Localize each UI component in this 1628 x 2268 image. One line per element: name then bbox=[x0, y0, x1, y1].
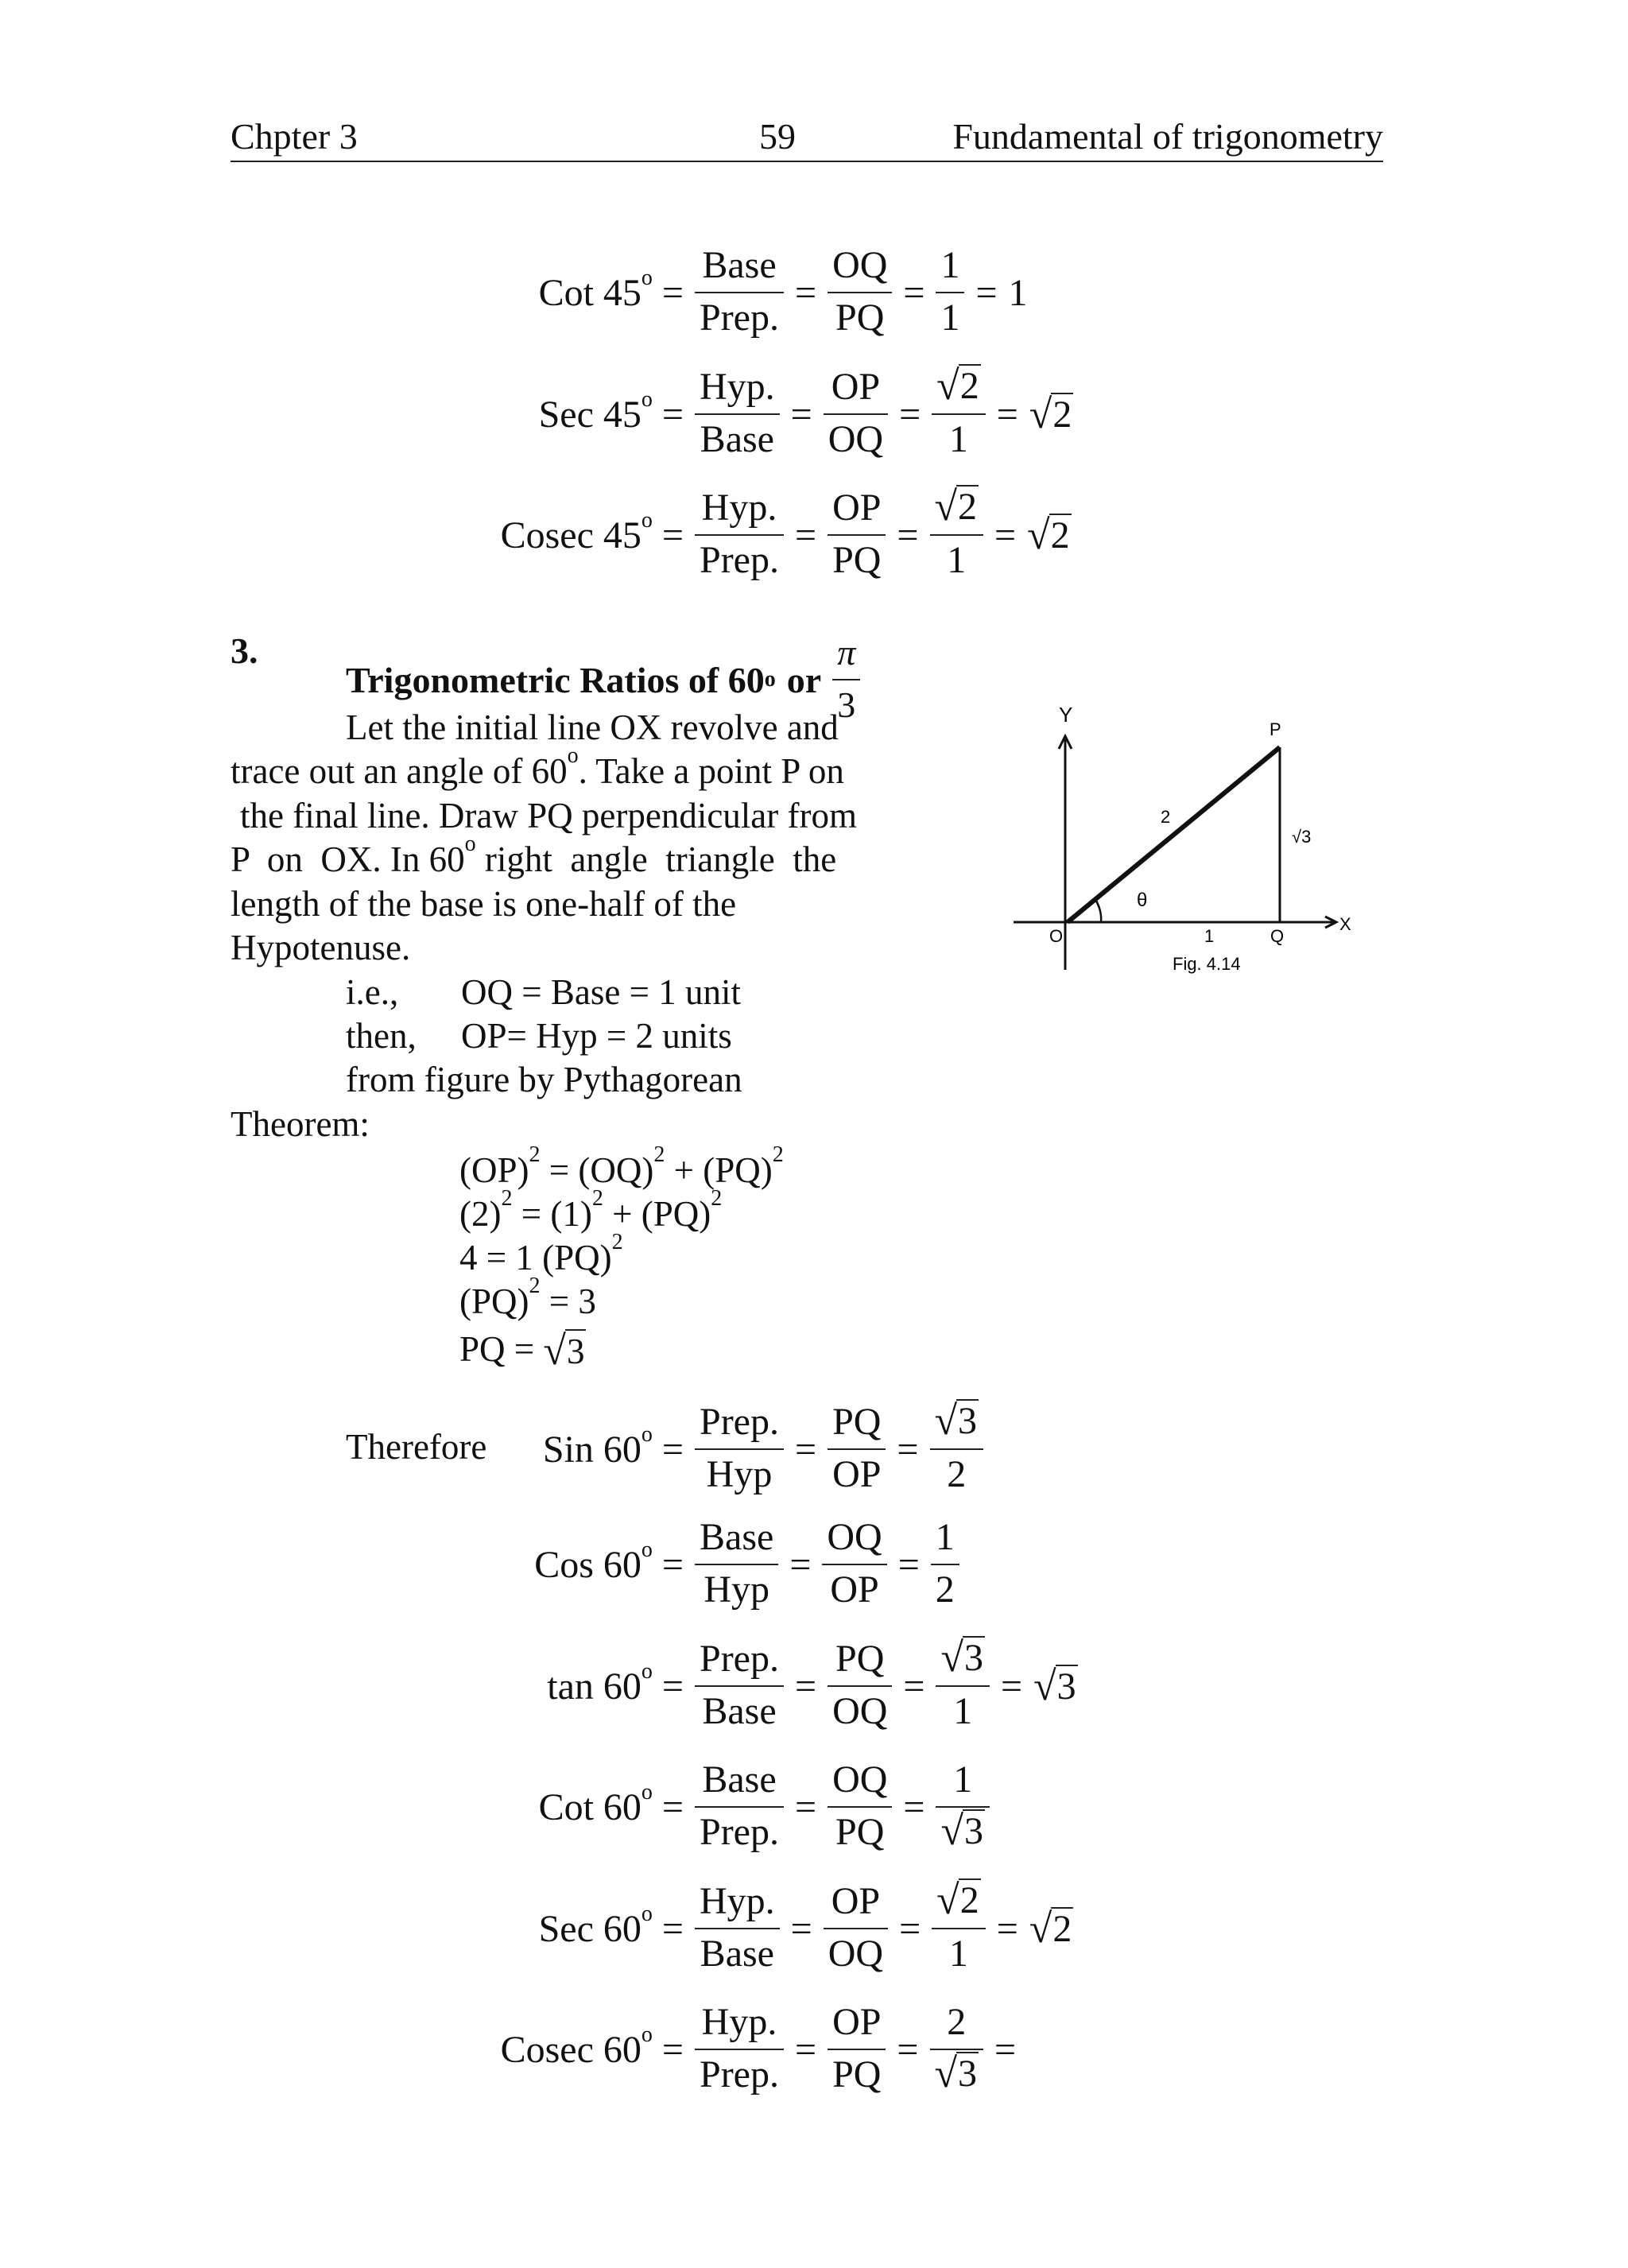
triangle-diagram bbox=[982, 700, 1379, 986]
pi-over-3: $\frac{\pi}{3}$ bbox=[832, 630, 860, 730]
fraction: $\frac{\text{Hyp.}}{\text{Prep.}}$ bbox=[695, 485, 784, 585]
eq-lhs: tan 60 bbox=[547, 1665, 642, 1708]
sqrt-symbol: √ 3 bbox=[1033, 1664, 1076, 1709]
fraction: $\frac{OP}{OQ}$ bbox=[824, 1878, 888, 1979]
ie-text: OQ = Base = 1 unit bbox=[461, 972, 741, 1012]
tan60-equation: $\tan 60^o$ = $\frac{\text{Prep.}}{\text{Base}}$ = $\frac{PQ}{OQ}$ = √ 3 1 = √ 3 bbox=[533, 1636, 1078, 1736]
fraction: $\frac{OQ}{PQ}$ bbox=[828, 242, 892, 343]
fraction: $\frac{1}{1}$ bbox=[936, 242, 964, 343]
sqrt-symbol: √ 2 bbox=[1029, 392, 1072, 437]
perpendicular-length: √3 bbox=[1292, 827, 1312, 847]
para-line: trace out an angle of 60$^o$. Take a point P on bbox=[231, 743, 844, 791]
fraction: √ 2 1 bbox=[930, 485, 984, 585]
fraction: √ 3 1 bbox=[936, 1636, 990, 1736]
para-line: Let the initial line OX revolve and bbox=[346, 708, 839, 747]
fraction: $\frac{\text{Hyp.}}{\text{Base}}$ bbox=[695, 1878, 780, 1979]
eq-lhs: Sec 45 bbox=[538, 393, 642, 436]
sin60-equation: Sin $60^o$ = $\frac{\text{Prep.}}{\text{Hyp}}$ = $\frac{PQ}{OP}$ = √ 3 2 bbox=[533, 1399, 983, 1499]
pythagoras-step-4: (PQ)$^2$ = 3 bbox=[459, 1274, 596, 1321]
fraction: $\frac{\text{Base}}{\text{Prep.}}$ bbox=[695, 242, 784, 343]
para-line: P on OX. In 60$^o$ right angle triangle the bbox=[231, 832, 837, 879]
cosec60-equation: Cosec $60^o$ = $\frac{\text{Hyp.}}{\text{Prep.}}$ = $\frac{OP}{PQ}$ = 2 √ 3 = bbox=[493, 1999, 1027, 2099]
sec45-equation: Sec $45^o$ = $\frac{\text{Hyp.}}{\text{Base}}$ = $\frac{OP}{OQ}$ = √ 2 1 = √ 2 bbox=[533, 364, 1073, 464]
eq-lhs: Cot 60 bbox=[538, 1785, 642, 1828]
eq-result: 1 bbox=[1008, 271, 1028, 314]
fraction: $\frac{OP}{OQ}$ bbox=[824, 364, 888, 464]
cosec45-equation: Cosec $45^o$ = $\frac{\text{Hyp.}}{\text{Prep.}}$ = $\frac{OP}{PQ}$ = √ 2 1 = √ 2 bbox=[493, 485, 1072, 585]
chapter-label: Chpter 3 bbox=[231, 116, 358, 157]
sec60-equation: Sec $60^o$ = $\frac{\text{Hyp.}}{\text{Base}}$ = $\frac{OP}{OQ}$ = √ 2 1 = √ 2 bbox=[533, 1878, 1073, 1979]
then-text: OP= Hyp = 2 units bbox=[461, 1016, 732, 1056]
eq-lhs: Sec 60 bbox=[538, 1907, 642, 1950]
point-p-label: P bbox=[1269, 719, 1281, 739]
section-title: Trigonometric Ratios of 60 o or $\frac{\pi}{3}$ bbox=[346, 630, 860, 730]
fraction: $\frac{OQ}{PQ}$ bbox=[828, 1757, 892, 1857]
theorem-label: Theorem: bbox=[231, 1104, 370, 1144]
fraction: $\frac{\text{Hyp.}}{\text{Prep.}}$ bbox=[695, 1999, 784, 2099]
triangle-figure bbox=[982, 700, 1379, 986]
fraction: $\frac{PQ}{OP}$ bbox=[828, 1399, 886, 1499]
therefore-label: Therefore bbox=[346, 1427, 487, 1467]
sqrt-symbol: √ 3 bbox=[940, 1635, 984, 1681]
fraction: $\frac{OQ}{OP}$ bbox=[822, 1514, 886, 1615]
page-header bbox=[231, 111, 1383, 162]
fraction: $\frac{OP}{PQ}$ bbox=[828, 485, 886, 585]
fraction: $\frac{\text{Prep.}}{\text{Hyp}}$ bbox=[695, 1399, 784, 1499]
fraction: 1 √ 3 bbox=[936, 1757, 990, 1857]
para-line: length of the base is one-half of the bbox=[231, 884, 737, 924]
para-line: the final line. Draw PQ perpendicular from bbox=[240, 796, 857, 835]
fraction: $\frac{\text{Base}}{\text{Prep.}}$ bbox=[695, 1757, 784, 1857]
cos60-equation: Cos $60^o$ = $\frac{\text{Base}}{\text{Hyp}}$ = $\frac{OQ}{OP}$ = $\frac{1}{2}$ bbox=[533, 1514, 959, 1615]
sqrt-symbol: √ 2 bbox=[934, 484, 978, 529]
sqrt-symbol: √ 3 bbox=[543, 1328, 585, 1374]
point-q-label: Q bbox=[1270, 926, 1285, 946]
fraction: $\frac{PQ}{OQ}$ bbox=[828, 1636, 892, 1736]
fraction: $\frac{1}{2}$ bbox=[931, 1514, 959, 1615]
cot60-equation: Cot $60^o$ = $\frac{\text{Base}}{\text{Prep.}}$ = $\frac{OQ}{PQ}$ = 1 √ 3 bbox=[533, 1757, 990, 1857]
para-line: Hypotenuse. bbox=[231, 928, 411, 967]
fraction: √ 2 1 bbox=[932, 364, 986, 464]
eq-lhs: Cosec 60 bbox=[500, 2028, 642, 2071]
figure-caption: Fig. 4.14 bbox=[1173, 954, 1241, 974]
fraction: $\frac{\text{Hyp.}}{\text{Base}}$ bbox=[695, 364, 780, 464]
hypotenuse-line bbox=[1068, 747, 1280, 922]
fraction: √ 3 2 bbox=[930, 1399, 984, 1499]
fraction: $\frac{\text{Base}}{\text{Hyp}}$ bbox=[695, 1514, 778, 1615]
running-title: Fundamental of trigonometry bbox=[952, 116, 1383, 157]
sqrt-symbol: √ 3 bbox=[940, 1809, 984, 1854]
pythagoras-step-2: $(2)^2 = (1)^2 + (PQ)^2$ bbox=[459, 1186, 723, 1234]
ie-label: i.e., bbox=[346, 972, 399, 1012]
section-number: 3. bbox=[231, 630, 258, 671]
sqrt-symbol: √ 3 bbox=[934, 2051, 978, 2096]
eq-lhs: Sin 60 bbox=[542, 1428, 642, 1471]
then-label: then, bbox=[346, 1016, 417, 1056]
pythagoras-step-1: (OP)$^2$ = (OQ)$^2$ + (PQ)$^2$ bbox=[459, 1142, 784, 1190]
y-label: Y bbox=[1059, 703, 1073, 727]
sqrt-symbol: √ 3 bbox=[934, 1398, 978, 1444]
sqrt-symbol: √ 2 bbox=[936, 1878, 979, 1923]
fraction: $\frac{OP}{PQ}$ bbox=[828, 1999, 886, 2099]
para-line: from figure by Pythagorean bbox=[346, 1060, 742, 1099]
fraction: $\frac{\text{Prep.}}{\text{Base}}$ bbox=[695, 1636, 784, 1736]
sqrt-symbol: √ 2 bbox=[1027, 513, 1070, 558]
fraction: 2 √ 3 bbox=[930, 1999, 984, 2099]
fraction: √ 2 1 bbox=[932, 1878, 986, 1979]
page-number: 59 bbox=[759, 116, 796, 157]
sqrt-symbol: √ 2 bbox=[1029, 1906, 1072, 1952]
cot45-equation: Cot $45^o$ = $\frac{\text{Base}}{\text{Prep.}}$ = $\frac{OQ}{PQ}$ = $\frac{1}{1}$ = 1 bbox=[533, 242, 1028, 343]
eq-lhs: Cot 45 bbox=[538, 271, 642, 314]
pythagoras-step-3: 4 = 1 (PQ)$^2$ bbox=[459, 1230, 623, 1277]
base-length: 1 bbox=[1204, 926, 1215, 946]
pythagoras-step-5: PQ = √ 3 bbox=[459, 1328, 585, 1374]
eq-lhs: Cos 60 bbox=[534, 1543, 642, 1586]
origin-label: O bbox=[1049, 926, 1064, 946]
eq-lhs: Cosec 45 bbox=[500, 514, 642, 556]
hypotenuse-length: 2 bbox=[1161, 807, 1171, 827]
x-label: X bbox=[1339, 914, 1351, 934]
sqrt-symbol: √ 2 bbox=[936, 363, 979, 409]
theta-label: θ bbox=[1137, 890, 1148, 911]
